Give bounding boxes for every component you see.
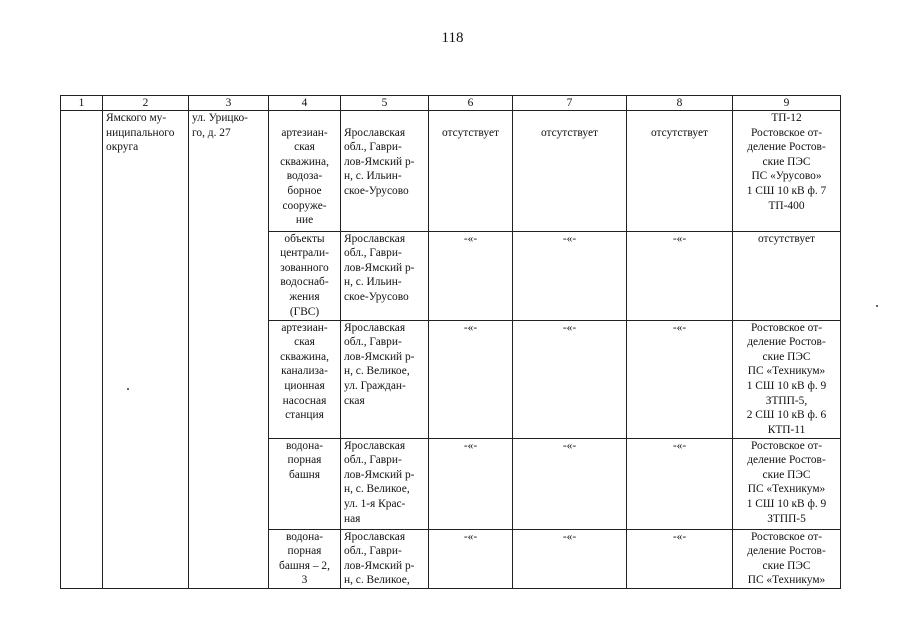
owner-cell: Ямского му- ниципального округа: [103, 111, 189, 589]
location-cell: Ярославская обл., Гаври- лов-Ямский р- н, с. Великое, ул. Граждан- ская: [341, 320, 429, 438]
column-number: 7: [513, 96, 627, 111]
object-type-cell: артезиан- ская скважина, канализа- ционная насосная станция: [269, 320, 341, 438]
col7-cell: -«-: [513, 320, 627, 438]
location-cell: Ярославская обл., Гаври- лов-Ямский р- н, с. Ильин- ское-Урусово: [341, 231, 429, 320]
address-cell: ул. Урицко- го, д. 27: [189, 111, 269, 589]
col8-cell: -«-: [627, 231, 733, 320]
col8-cell: -«-: [627, 438, 733, 529]
location-cell: Ярославская обл., Гаври- лов-Ямский р- н, с. Великое, ул. 1-я Крас- ная: [341, 438, 429, 529]
power-source-cell: Ростовское от- деление Ростов- ские ПЭС ПС «Техникум»: [733, 529, 841, 588]
column-number: 6: [429, 96, 513, 111]
column-number: 9: [733, 96, 841, 111]
column-number: 8: [627, 96, 733, 111]
object-type-cell: объекты централи- зованного водоснаб- жения (ГВС): [269, 231, 341, 320]
column-number-row: [61, 96, 841, 111]
location-cell: Ярославская обл., Гаври- лов-Ямский р- н, с. Великое,: [341, 529, 429, 588]
column-number: 1: [61, 96, 103, 111]
infrastructure-table: [60, 95, 841, 589]
cell-col5-top: [341, 111, 429, 126]
col6-cell: отсутствует: [429, 126, 513, 232]
location-cell: Ярославская обл., Гаври- лов-Ямский р- н, с. Ильин- ское-Урусово: [341, 126, 429, 232]
cell-col1: [61, 111, 103, 589]
col7-cell: отсутствует: [513, 126, 627, 232]
cell-col6-top: [429, 111, 513, 126]
power-source-cell: Ростовское от- деление Ростов- ские ПЭС ПС «Техникум» 1 СШ 10 кВ ф. 9 ЗТПП-5: [733, 438, 841, 529]
col8-cell: отсутствует: [627, 126, 733, 232]
col6-cell: -«-: [429, 231, 513, 320]
cell-col7-top: [513, 111, 627, 126]
column-number: 3: [189, 96, 269, 111]
column-number: 4: [269, 96, 341, 111]
page-number: 118: [441, 30, 464, 46]
scan-artifact-dot: [876, 305, 878, 307]
scan-artifact-dot: [127, 388, 129, 390]
col6-cell: -«-: [429, 529, 513, 588]
col8-cell: -«-: [627, 320, 733, 438]
column-number: 2: [103, 96, 189, 111]
cell-col8-top: [627, 111, 733, 126]
col6-cell: -«-: [429, 438, 513, 529]
table-row: [61, 111, 841, 126]
power-source-cell: Ростовское от- деление Ростов- ские ПЭС ПС «Урусово» 1 СШ 10 кВ ф. 7 ТП-400: [733, 126, 841, 232]
col8-cell: -«-: [627, 529, 733, 588]
power-source-cell: отсутствует: [733, 231, 841, 320]
column-number: 5: [341, 96, 429, 111]
object-type-cell: водона- порная башня: [269, 438, 341, 529]
col6-cell: -«-: [429, 320, 513, 438]
col7-cell: -«-: [513, 529, 627, 588]
power-source-cell: Ростовское от- деление Ростов- ские ПЭС ПС «Техникум» 1 СШ 10 кВ ф. 9 ЗТПП-5, 2 СШ 10 кВ ф. 6 КТП-11: [733, 320, 841, 438]
col7-cell: -«-: [513, 438, 627, 529]
object-type-cell: артезиан- ская скважина, водоза- борное сооруже- ние: [269, 126, 341, 232]
cell-col4-top: [269, 111, 341, 126]
object-type-cell: водона- порная башня – 2, 3: [269, 529, 341, 588]
continuation-cell: ТП-12: [733, 111, 841, 126]
col7-cell: -«-: [513, 231, 627, 320]
